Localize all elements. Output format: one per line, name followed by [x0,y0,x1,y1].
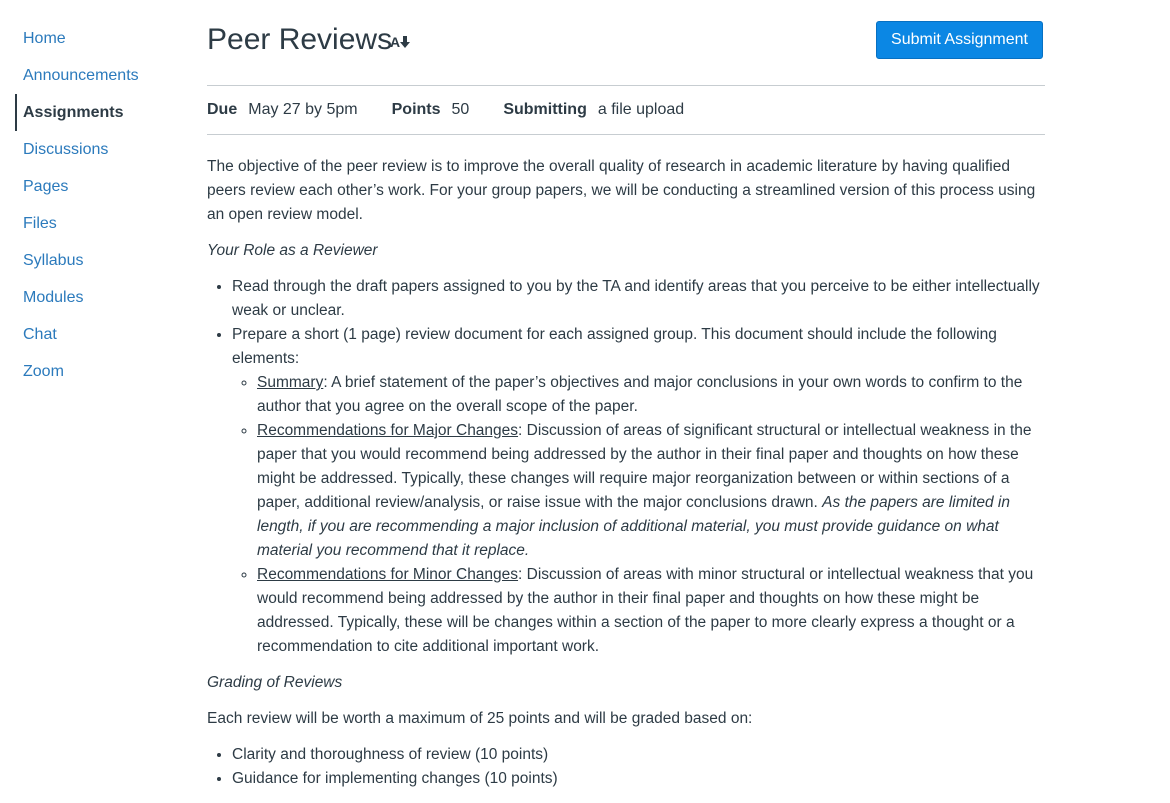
grading-heading: Grading of Reviews [207,674,343,691]
points [392,101,470,119]
due-label: Due [207,101,238,118]
submitting [503,101,684,119]
elements-list [232,371,1045,659]
due-date [207,101,358,119]
due-value: May 27 by 5pm [248,101,358,118]
points-value: 50 [451,101,470,118]
element-text: : A brief statement of the paper’s objectives and major conclusions in your own words to confirm to the author that you agree on the overall scope of the paper. [257,374,1023,415]
role-heading: Your Role as a Reviewer [207,242,378,259]
list-item: • Read through the draft papers assigned to you by the TA and identify areas that you perceive to be either intellectually weak or unclear. [232,275,1045,323]
assignment-description [207,135,1045,791]
nav-item-home[interactable]: Home [23,30,66,47]
submitting-label: Submitting [503,101,587,118]
element-text: : Discussion of areas of significant structural or intellectual weakness in the paper that you would recommend being addressed by the author in their final paper and thoughts on how these might be addressed. Typically, these changes will require major reorganization between or within sections of a paper, additional review/analysis, or raise issue with the major conclusions drawn. [257,422,1032,511]
nav-item-chat[interactable]: Chat [23,326,57,343]
element-term: Recommendations for Minor Changes [257,566,519,583]
nav-item-files[interactable]: Files [23,215,57,232]
nav-item-zoom[interactable]: Zoom [23,363,64,380]
nav-item-assignments[interactable]: Assignments [15,94,175,131]
grading-list [207,743,1045,791]
nav-item-announcements[interactable]: Announcements [23,67,139,84]
submit-assignment-button[interactable]: Submit Assignment [876,21,1043,59]
nav-item-discussions[interactable]: Discussions [23,141,109,158]
list-item [257,419,1045,563]
assignment-details [207,86,1045,135]
assignment-main [207,0,1045,803]
list-item [232,323,1045,659]
list-item-text: Prepare a short (1 page) review document for each assigned group. This document should include the following elements: [232,326,997,367]
list-item: • Guidance for implementing changes (10 points) [232,767,1045,791]
nav-item-pages[interactable]: Pages [23,178,69,195]
points-label: Points [391,101,441,118]
grading-intro: Each review will be worth a maximum of 25 points and will be graded based on: [207,710,753,727]
assignment-header [207,0,1045,86]
list-item: • Clarity and thoroughness of review (10 points) [232,743,1045,767]
course-navigation [15,20,175,390]
page-title: Peer Reviews [207,23,393,56]
intro-paragraph: The objective of the peer review is to improve the overall quality of research in academic literature by having qualified peers review each other’s work. For your group papers, we will be conducting a streamlined version of this process using an open review model. [207,158,1036,223]
text-direction-icon[interactable] [390,30,414,54]
nav-item-modules[interactable]: Modules [23,289,84,306]
role-list [207,275,1045,659]
svg-text:A: A [390,34,401,50]
list-item [257,371,1045,419]
element-text: : Discussion of areas with minor structural or intellectual weakness that you would recommend being addressed by the author in their final paper and thoughts on how these might be addressed. Typically, these will be changes within a section of the paper to more clearly express a thought or a recommendation to cite additional important work. [257,566,1034,655]
element-term: Summary [257,374,324,391]
nav-item-syllabus[interactable]: Syllabus [23,252,84,269]
submitting-value: a file upload [597,101,685,118]
element-note: As the papers are limited in length, if you are recommending a major inclusion of additional material, you must provide guidance on what material you recommend that it replace. [257,494,1010,559]
list-item [257,563,1045,659]
element-term: Recommendations for Major Changes [257,422,519,439]
